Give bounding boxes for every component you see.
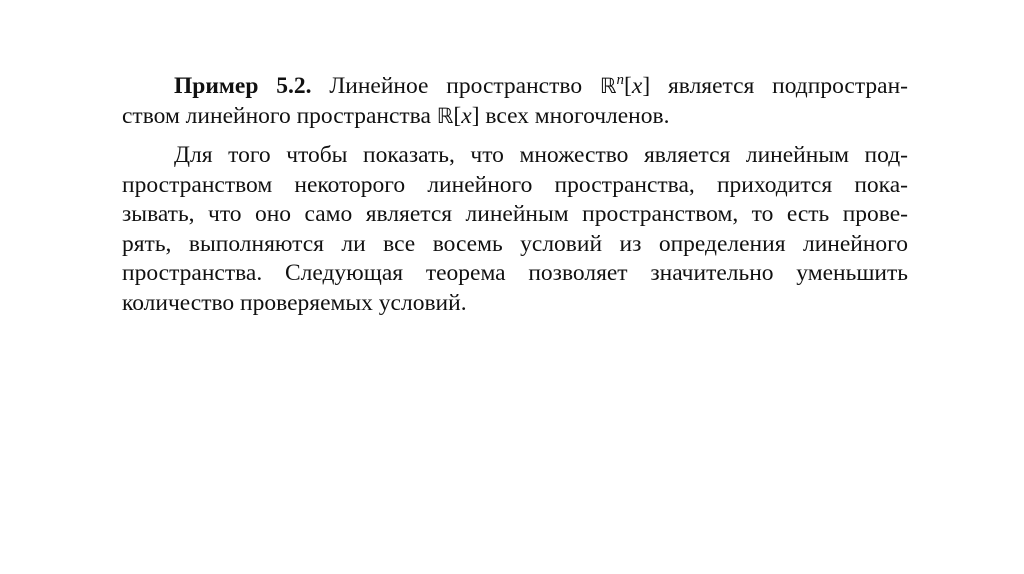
paragraph-line: пространства. Следующая теорема позволяет значительно уменьшить bbox=[122, 260, 908, 286]
text-block bbox=[122, 72, 908, 318]
example-line2-head: ством линейного пространства bbox=[122, 102, 431, 129]
real-numbers-symbol-2: ℝ bbox=[436, 103, 454, 128]
paragraph-line: зывать, что оно само является линейным пространством, то есть прове- bbox=[122, 201, 908, 227]
variable-x: x bbox=[631, 73, 643, 99]
bracket-open: [ bbox=[624, 73, 632, 99]
superscript-n: n bbox=[616, 72, 625, 88]
example-text: Линейное пространство bbox=[329, 73, 583, 99]
example-paragraph bbox=[122, 72, 908, 131]
body-paragraph bbox=[122, 141, 908, 318]
bracket-close-2: ] bbox=[471, 102, 480, 129]
example-line-2 bbox=[122, 102, 908, 132]
example-line1-tail: является подпростран- bbox=[667, 73, 908, 99]
example-line2-tail: всех многочленов. bbox=[485, 102, 670, 129]
example-line-1 bbox=[122, 72, 908, 102]
paragraph-line: рять, выполняются ли все восемь условий из определения линейного bbox=[122, 230, 908, 257]
paragraph-line: количество проверяемых условий. bbox=[122, 289, 467, 316]
example-label: Пример 5.2. bbox=[174, 73, 312, 99]
paragraph-line: пространством некоторого линейного пространства, приходится пока- bbox=[122, 171, 908, 198]
bracket-close: ] bbox=[642, 73, 651, 99]
paragraph-line-text: Для того чтобы показать, что множество является линейным под- bbox=[174, 142, 908, 168]
bracket-open-2: [ bbox=[453, 102, 462, 129]
paragraph-line bbox=[122, 141, 908, 171]
real-numbers-symbol: ℝ bbox=[599, 74, 617, 98]
variable-x-2: x bbox=[461, 102, 472, 129]
